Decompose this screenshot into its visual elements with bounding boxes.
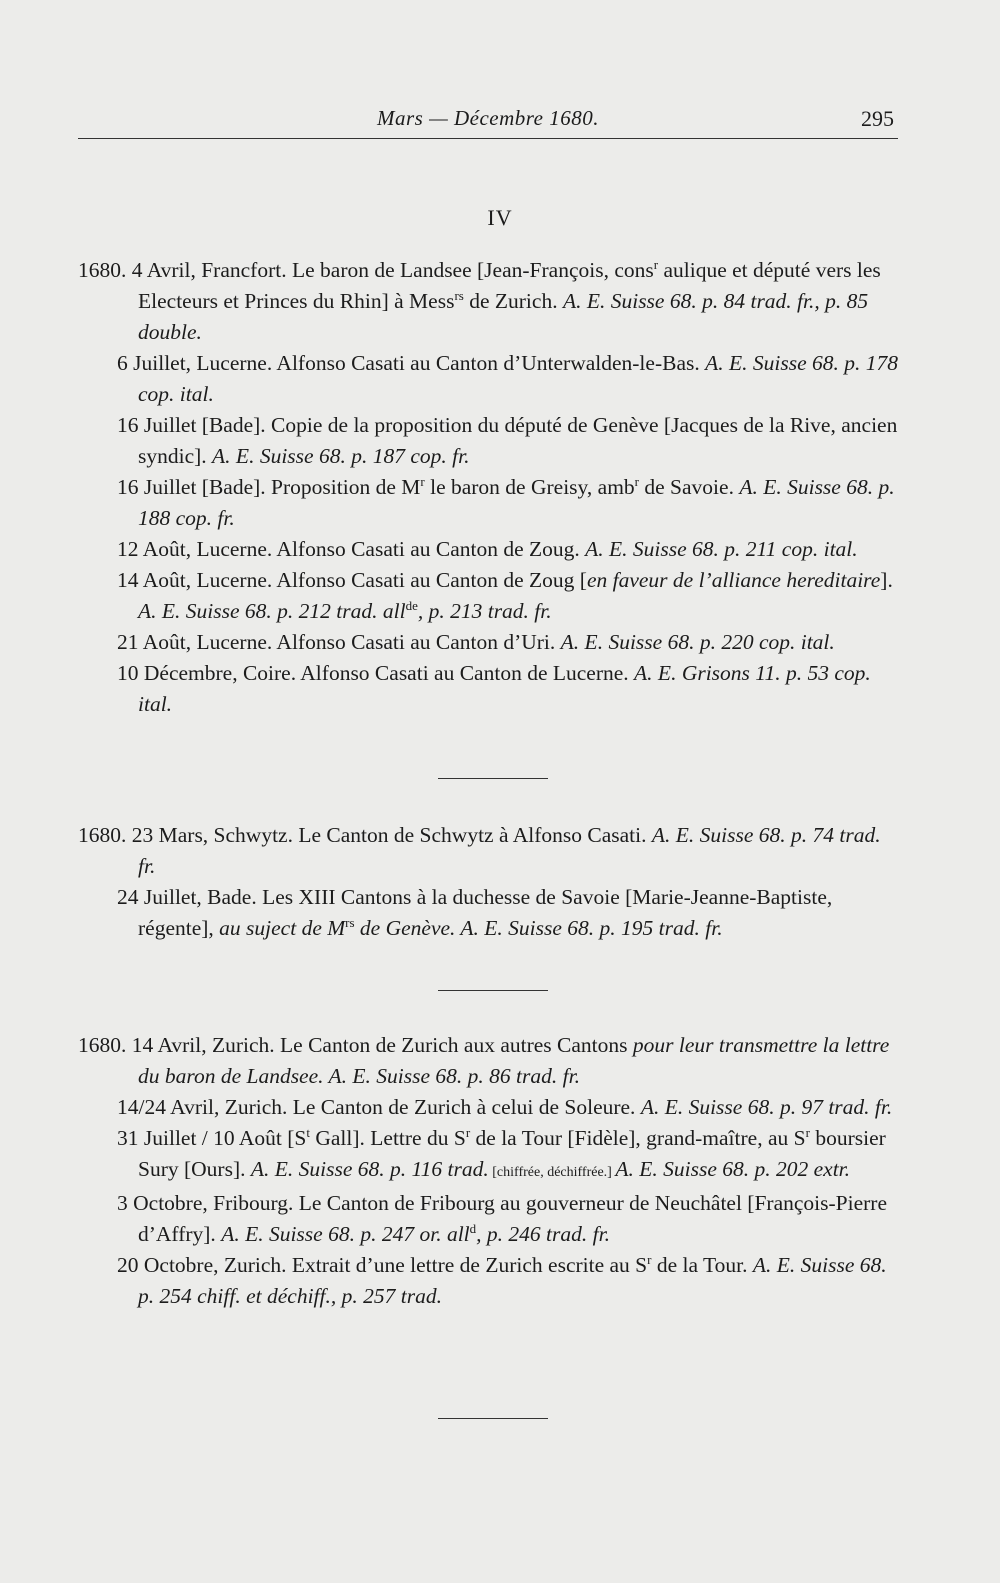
entry-text: 1680. 4 Avril, Francfort. Le baron de Landsee [Jean-François, cons — [78, 258, 654, 282]
entry-text: r — [634, 474, 640, 489]
entry-text: de Savoie. — [639, 475, 740, 499]
catalogue-entry — [78, 410, 903, 472]
entry-text: r — [805, 1125, 810, 1140]
entry-text: 16 Juillet [Bade]. Proposition de M — [117, 475, 421, 499]
entry-text: rs — [345, 915, 355, 930]
entry-text: , p. 213 trad. fr. — [417, 599, 552, 623]
entry-text: r — [465, 1125, 471, 1140]
entry-text: A. E. Suisse 68. p. 187 cop. fr. — [212, 444, 470, 468]
entry-text: Gall]. Lettre du S — [309, 1126, 466, 1150]
catalogue-entry — [78, 565, 903, 627]
entry-text: A. E. Suisse 68. p. 84 trad. fr., p. 85 double. — [138, 289, 869, 344]
separator-rule — [438, 778, 548, 779]
entry-text: A. E. Suisse 68. p. 202 extr. — [615, 1157, 851, 1181]
entry-text: 16 Juillet [Bade]. Copie de la proposition du député de Genève [Jacques de la Rive, ancien syndic]. — [117, 413, 898, 468]
entry-text: 21 Août, Lucerne. Alfonso Casati au Canton d’Uri. — [117, 630, 561, 654]
entry-text: t — [306, 1125, 310, 1140]
running-head — [78, 106, 898, 139]
entry-text: de la Tour. — [651, 1253, 753, 1277]
entry-text: A. E. Grisons 11. p. 53 cop. ital. — [138, 661, 871, 716]
entry-text: 14 Août, Lucerne. Alfonso Casati au Canton de Zoug [ — [117, 568, 587, 592]
catalogue-entry — [78, 348, 903, 410]
entry-text: A. E. Suisse 68. p. 74 trad. fr. — [138, 823, 881, 878]
entry-text: ]. — [880, 568, 893, 592]
entry-text: A. E. Suisse 68. p. 211 cop. ital. — [585, 537, 858, 561]
entry-text: 1680. 14 Avril, Zurich. Le Canton de Zurich aux autres Cantons — [78, 1033, 633, 1057]
catalogue-entry — [78, 472, 903, 534]
section-number: IV — [487, 205, 513, 230]
running-title: Mars — Décembre 1680. — [376, 106, 600, 130]
catalogue-entry — [78, 1250, 903, 1312]
entry-text: r — [420, 474, 425, 489]
entry-text: 20 Octobre, Zurich. Extrait d’une lettre de Zurich escrite au S — [117, 1253, 648, 1277]
catalogue-entry — [78, 882, 903, 944]
entry-text: 14/24 Avril, Zurich. Le Canton de Zurich à celui de Soleure. — [117, 1095, 641, 1119]
entry-text: 1680. 23 Mars, Schwytz. Le Canton de Schwytz à Alfonso Casati. — [78, 823, 652, 847]
entry-text: 6 Juillet, Lucerne. Alfonso Casati au Canton d’Unterwalden-le-Bas. — [117, 351, 706, 375]
catalogue-entry — [78, 627, 903, 658]
entry-text: r — [653, 257, 659, 272]
page-number: 295 — [861, 106, 894, 131]
entry-text: d — [469, 1221, 477, 1236]
entry-text: A. E. Suisse 68. p. 247 or. all — [221, 1222, 470, 1246]
catalogue-entry — [78, 1092, 903, 1123]
entry-text: le baron de Greisy, amb — [424, 475, 635, 499]
catalogue-entry — [78, 1188, 903, 1250]
entry-text: , p. 246 trad. fr. — [476, 1222, 610, 1246]
entry-text: rs — [454, 288, 464, 303]
catalogue-entry — [78, 1123, 903, 1188]
entry-text: 24 Juillet, Bade. Les XIII Cantons à la duchesse de Savoie [Marie-Jeanne-Baptiste, régente], — [117, 885, 833, 940]
entry-text: A. E. Suisse 68. p. 220 cop. ital. — [560, 630, 835, 654]
entry-text: A. E. Suisse 68. p. 254 chiff. et déchiff., p. 257 trad. — [138, 1253, 887, 1308]
separator-rule — [438, 990, 548, 991]
entry-group-1 — [78, 255, 903, 720]
entry-text: au suject de M — [219, 916, 346, 940]
entry-group-3 — [78, 1030, 903, 1312]
entry-text: A. E. Suisse 68. p. 97 trad. fr. — [640, 1095, 893, 1119]
entry-text: de Genève. A. E. Suisse 68. p. 195 trad. fr. — [354, 916, 723, 940]
entry-text: A. E. Suisse 68. p. 116 trad. — [250, 1157, 489, 1181]
entry-text: A. E. Suisse 68. p. 188 cop. fr. — [138, 475, 895, 530]
catalogue-entry — [78, 820, 903, 882]
catalogue-entry — [78, 255, 903, 348]
catalogue-entry — [78, 1030, 903, 1092]
separator-rule — [438, 1418, 548, 1419]
catalogue-entry — [78, 658, 903, 720]
entry-text: en faveur de l’alliance hereditaire — [586, 568, 881, 592]
entry-text: boursier Sury [Ours]. — [138, 1126, 886, 1181]
entry-text: [chiffrée, déchiffrée.] — [488, 1165, 616, 1180]
entry-text: pour leur transmettre la lettre du baron de Landsee. A. E. Suisse 68. p. 86 trad. fr. — [138, 1033, 890, 1088]
entry-text: de — [405, 598, 418, 613]
entry-text: aulique et député vers les Electeurs et Princes du Rhin] à Mess — [138, 258, 881, 313]
catalogue-entry — [78, 534, 903, 565]
entry-text: de la Tour [Fidèle], grand-maître, au S — [470, 1126, 806, 1150]
entry-text: 10 Décembre, Coire. Alfonso Casati au Canton de Lucerne. — [117, 661, 635, 685]
entry-text: A. E. Suisse 68. p. 212 trad. all — [138, 599, 406, 623]
entry-text: de Zurich. — [463, 289, 563, 313]
entry-text: r — [647, 1252, 652, 1267]
entry-text: 12 Août, Lucerne. Alfonso Casati au Canton de Zoug. — [117, 537, 586, 561]
entry-text: 31 Juillet / 10 Août [S — [117, 1126, 307, 1150]
entry-group-2 — [78, 820, 903, 944]
entry-text: 3 Octobre, Fribourg. Le Canton de Fribourg au gouverneur de Neuchâtel [François-Pierre d’Affry]. — [117, 1191, 888, 1246]
entry-text: A. E. Suisse 68. p. 178 cop. ital. — [138, 351, 899, 406]
